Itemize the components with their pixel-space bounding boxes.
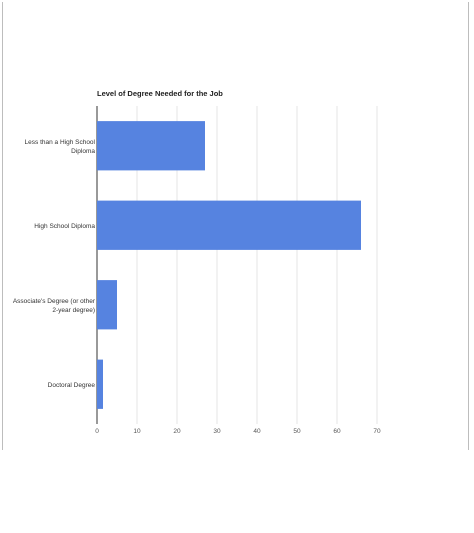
x-tick-label-50: 50 (293, 428, 301, 435)
x-tick-labels (95, 428, 381, 435)
category-label-1: Diploma (71, 147, 95, 155)
category-labels (13, 139, 96, 389)
x-tick-label-30: 30 (213, 428, 221, 435)
x-tick-label-70: 70 (373, 428, 381, 435)
x-tick-label-20: 20 (173, 428, 181, 435)
category-label-3: 2-year degree) (52, 306, 95, 314)
category-label-3: Associate's Degree (or other (12, 297, 95, 305)
bar-4 (97, 360, 103, 409)
x-tick-label-60: 60 (333, 428, 341, 435)
x-tick-label-0: 0 (95, 428, 99, 435)
bar-3 (97, 280, 117, 329)
category-label-2: High School Diploma (34, 222, 95, 230)
chart-title: Level of Degree Needed for the Job (97, 89, 223, 98)
bar-2 (97, 201, 361, 250)
x-tick-label-40: 40 (253, 428, 261, 435)
x-tick-label-10: 10 (133, 428, 141, 435)
category-label-4: Doctoral Degree (47, 381, 95, 389)
bar-1 (97, 121, 205, 170)
category-label-1: Less than a High School (24, 138, 95, 146)
